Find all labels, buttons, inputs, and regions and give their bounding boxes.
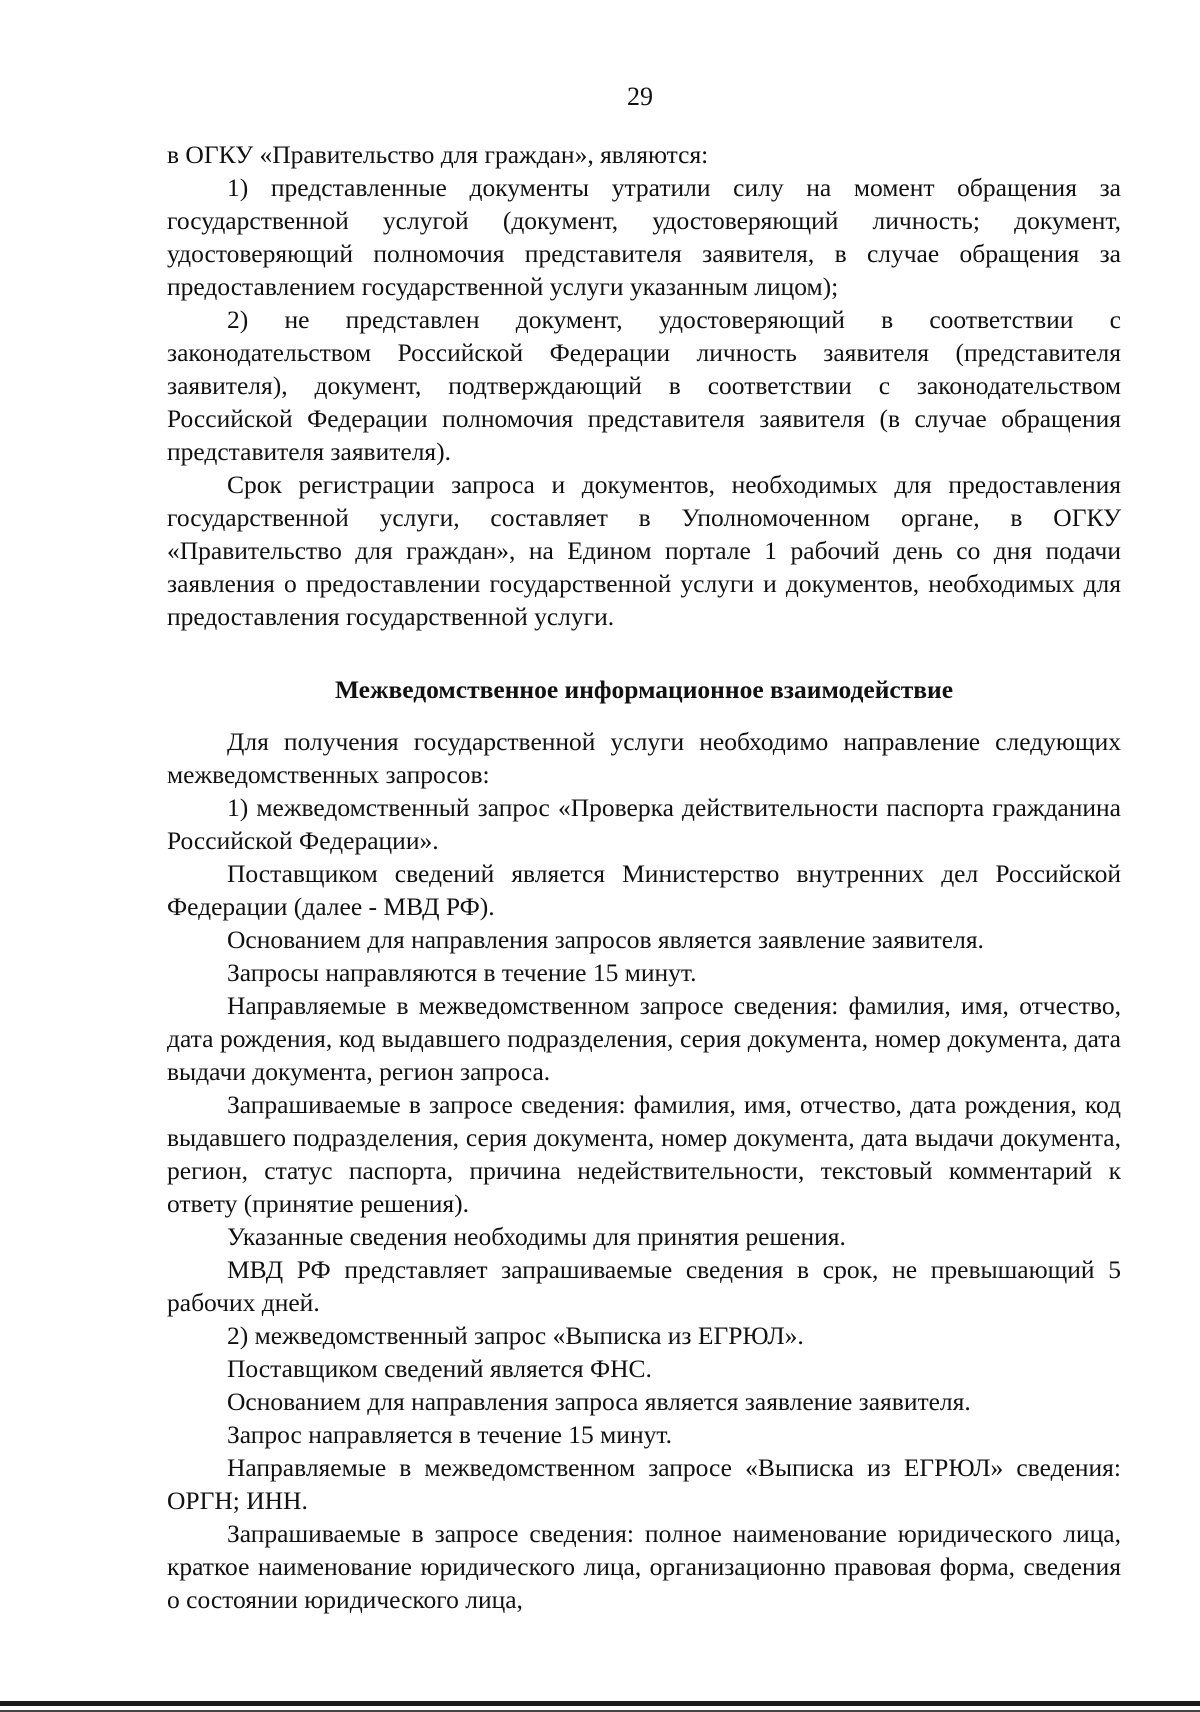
page-number: 29 [627, 82, 653, 111]
paragraph-basis-1: Основанием для направления запросов является заявление заявителя. [227, 925, 984, 954]
paragraph-request-1: 1) межведомственный запрос «Проверка действительности паспорта гражданина Российской Федерации». [167, 793, 1121, 855]
paragraph-requested-data-2: Запрашиваемые в запросе сведения: полное наименование юридического лица, краткое наименование юридического лица, организационно правовая форма, сведения о состоянии юридического лица, [167, 1519, 1121, 1614]
paragraph-sent-data-2: Направляемые в межведомственном запросе «Выписка из ЕГРЮЛ» сведения: ОРГН; ИНН. [167, 1453, 1121, 1515]
paragraph-supplier-2: Поставщиком сведений является ФНС. [227, 1354, 652, 1383]
paragraph-registration-term: Срок регистрации запроса и документов, необходимых для предоставления государственной услуги, составляет в Уполномоченном органе, в ОГКУ «Правительство для граждан», на Едином портале 1 рабочий день со дня подачи заявления о предоставлении государственной услуги и документов, необходимых для предоставления государственной услуги. [167, 470, 1121, 631]
paragraph-request-2: 2) межведомственный запрос «Выписка из ЕГРЮЛ». [227, 1321, 804, 1350]
scan-border-line [0, 1701, 1200, 1706]
paragraph-timing-1: Запросы направляются в течение 15 минут. [227, 958, 697, 987]
paragraph-supplier-1: Поставщиком сведений является Министерство внутренних дел Российской Федерации (далее - МВД РФ). [167, 859, 1121, 921]
paragraph-item-1: 1) представленные документы утратили силу на момент обращения за государственной услугой (документ, удостоверяющий личность; документ, удостоверяющий полномочия представителя заявителя, в случае обращения за предоставлением государственной услуги указанным лицом); [167, 173, 1121, 301]
paragraph-basis-2: Основанием для направления запроса является заявление заявителя. [227, 1387, 971, 1416]
document-body [167, 138, 1121, 1616]
paragraph-necessity-1: Указанные сведения необходимы для принятия решения. [227, 1222, 846, 1251]
paragraph-sent-data-1: Направляемые в межведомственном запросе сведения: фамилия, имя, отчество, дата рождения, код выдавшего подразделения, серия документа, номер документа, дата выдачи документа, регион запроса. [167, 991, 1121, 1086]
paragraph-intro: Для получения государственной услуги необходимо направление следующих межведомственных запросов: [167, 727, 1121, 789]
section-heading: Межведомственное информационное взаимодействие [334, 675, 954, 704]
paragraph-deadline-1: МВД РФ представляет запрашиваемые сведения в срок, не превышающий 5 рабочих дней. [167, 1255, 1121, 1317]
paragraph-continuation: в ОГКУ «Правительство для граждан», являются: [167, 140, 709, 169]
paragraph-timing-2: Запрос направляется в течение 15 минут. [227, 1420, 672, 1449]
paragraph-item-2: 2) не представлен документ, удостоверяющий в соответствии с законодательством Российской Федерации личность заявителя (представителя заявителя), документ, подтверждающий в соответствии с законодательством Российской Федерации полномочия представителя заявителя (в случае обращения представителя заявителя). [167, 305, 1121, 466]
paragraph-requested-data-1: Запрашиваемые в запросе сведения: фамилия, имя, отчество, дата рождения, код выдавшего подразделения, серия документа, номер документа, дата выдачи документа, регион, статус паспорта, причина недействительности, текстовый комментарий к ответу (принятие решения). [167, 1090, 1121, 1218]
